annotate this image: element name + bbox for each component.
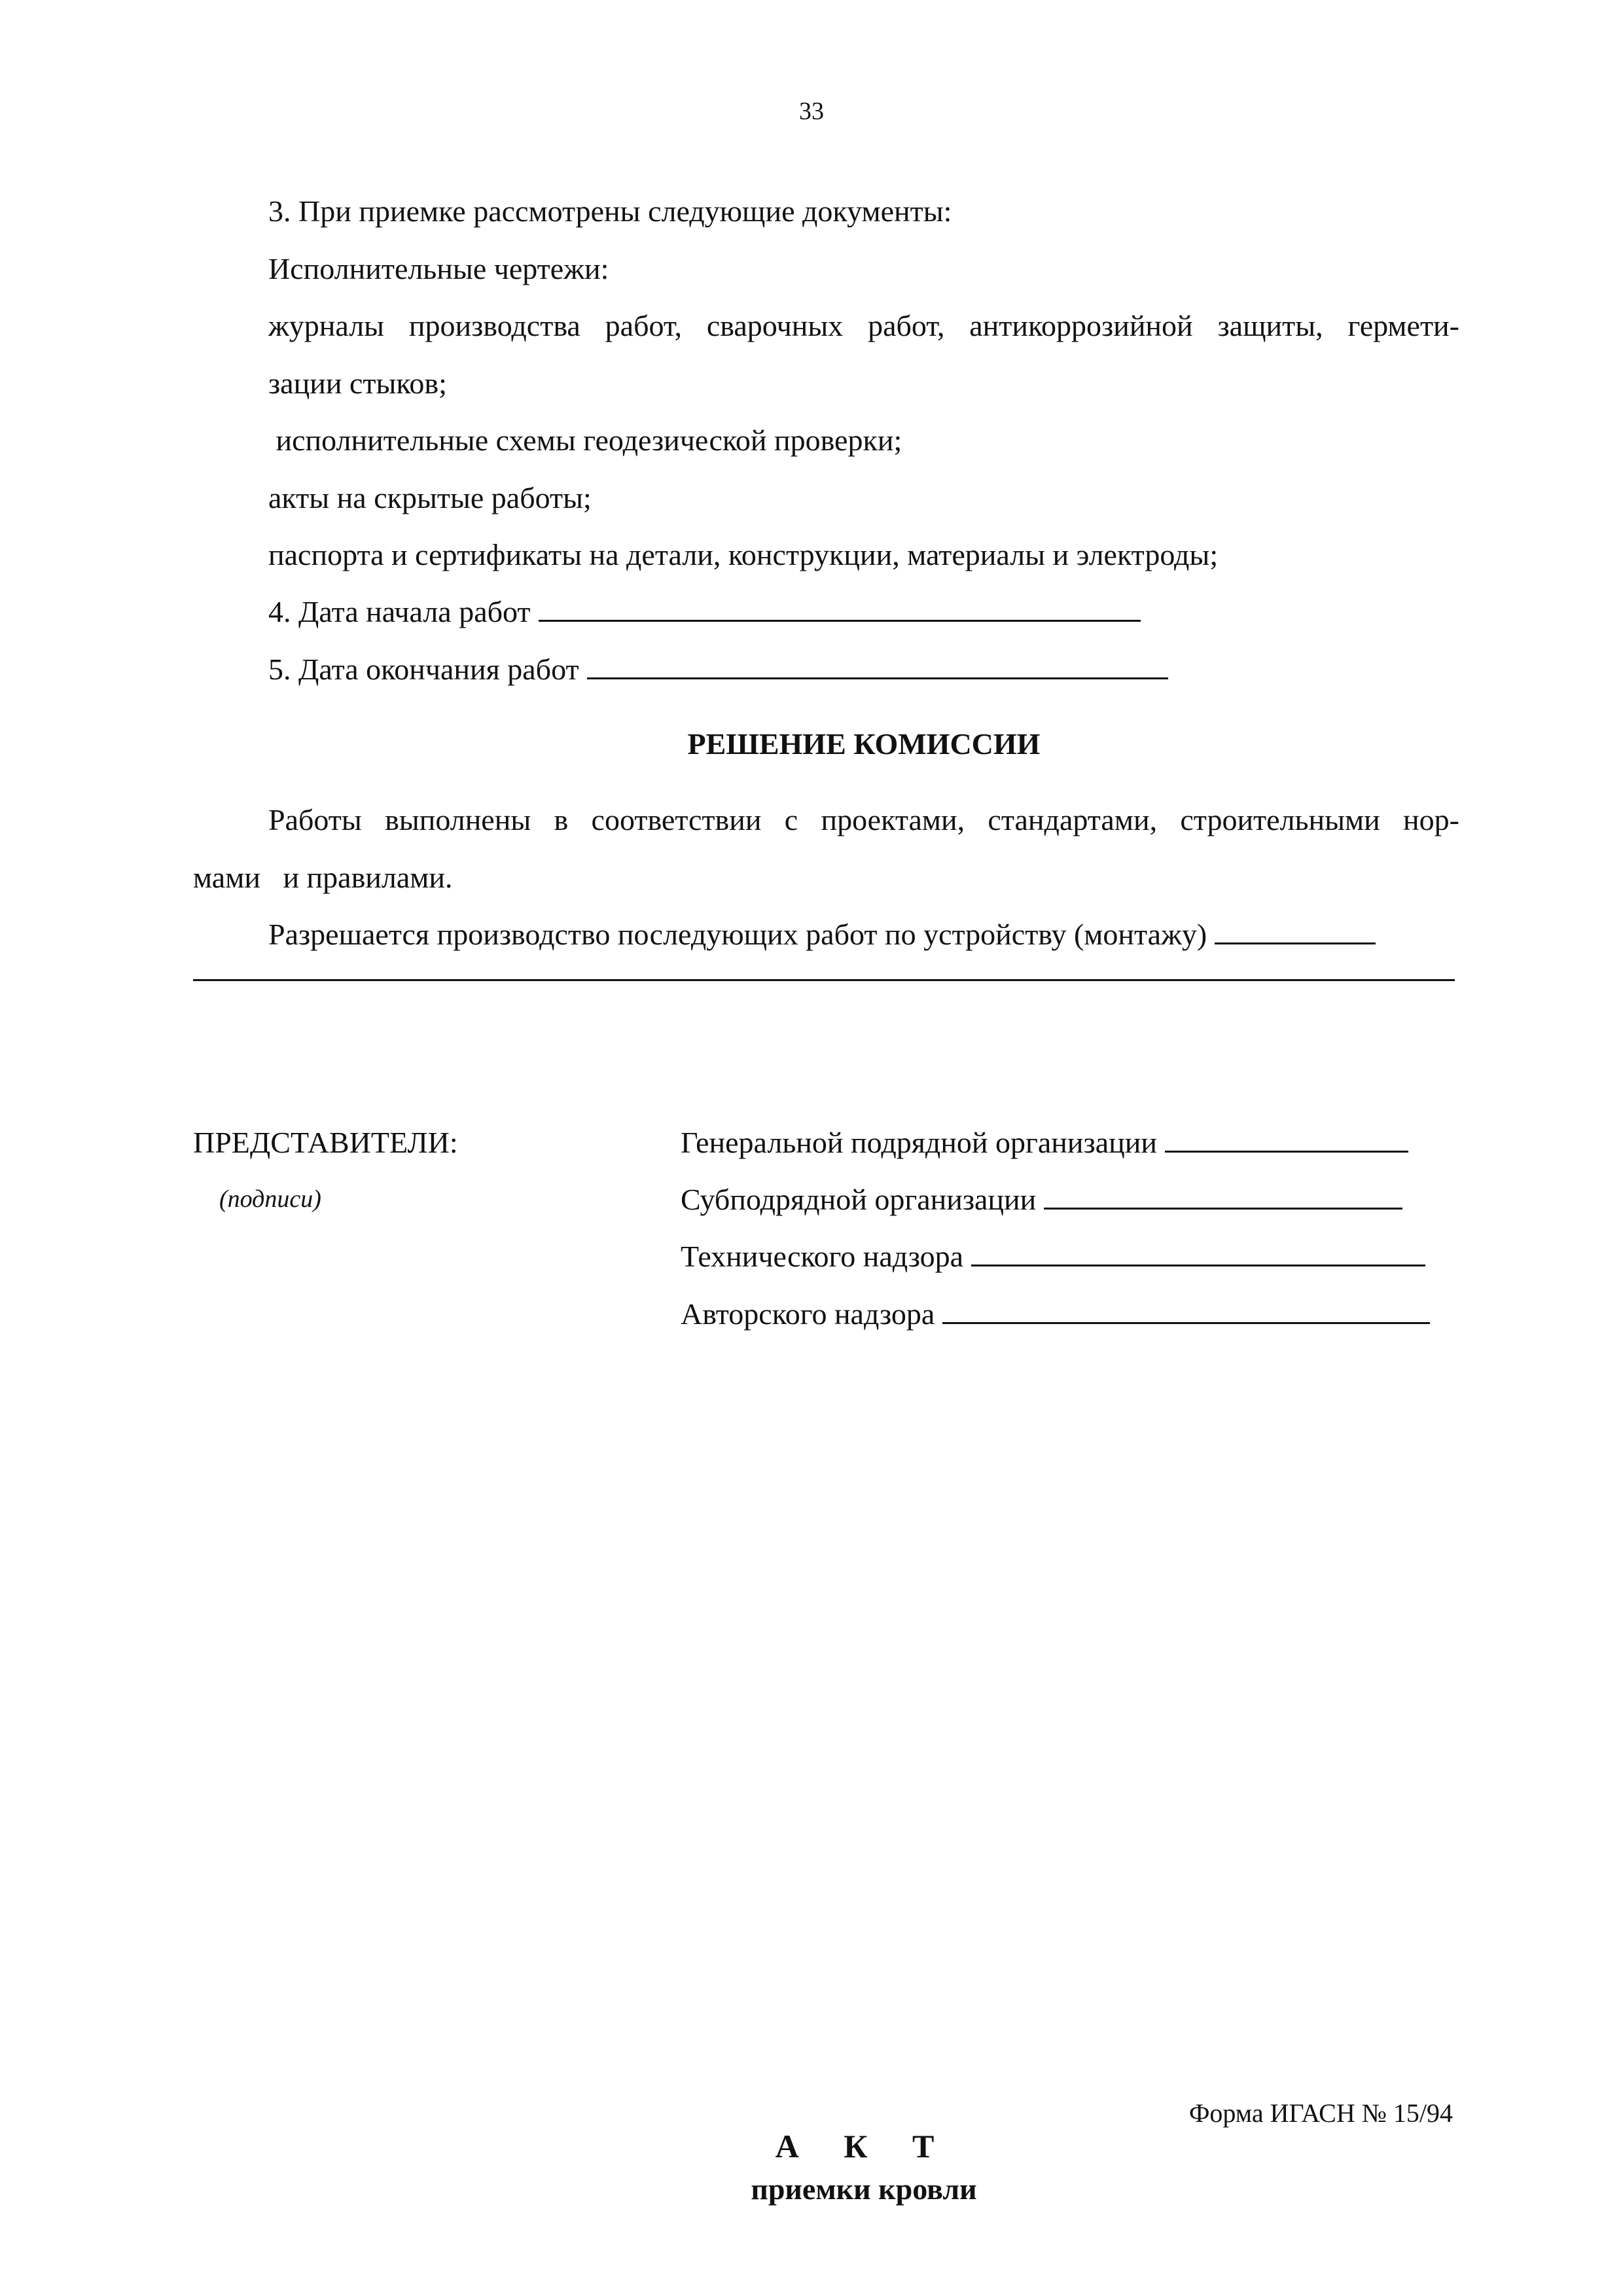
decision-text-line1: Работы выполнены в соответствии с проектами, стандартами, строительными нор- — [268, 803, 1459, 836]
act-subtitle: приемки кровли — [751, 2172, 977, 2206]
rep-subcontractor-signature[interactable] — [1044, 1181, 1402, 1210]
date-end-field[interactable] — [587, 651, 1168, 679]
rep-author-supervision-label: Авторского надзора — [681, 1297, 935, 1331]
date-start-row — [268, 594, 1141, 630]
decision-heading: РЕШЕНИЕ КОМИССИИ — [687, 727, 1041, 761]
rep-general-contractor-label: Генеральной подрядной организации — [681, 1126, 1157, 1159]
permit-field[interactable] — [1215, 916, 1376, 944]
document-item: Исполнительные чертежи: — [268, 252, 609, 285]
rep-author-supervision-row — [681, 1296, 1430, 1332]
rep-general-contractor-row — [681, 1124, 1408, 1160]
representatives-label: ПРЕДСТАВИТЕЛИ: — [193, 1126, 458, 1159]
rep-subcontractor-row — [681, 1181, 1402, 1217]
rep-technical-supervision-label: Технического надзора — [681, 1240, 964, 1273]
date-end-row — [268, 651, 1168, 687]
rep-technical-supervision-row — [681, 1238, 1425, 1274]
permit-row — [268, 916, 1376, 952]
document-item: паспорта и сертификаты на детали, конструкции, материалы и электроды; — [268, 538, 1219, 571]
rep-author-supervision-signature[interactable] — [942, 1296, 1430, 1324]
document-item: журналы производства работ, сварочных работ, антикоррозийной защиты, гермети- — [268, 309, 1459, 342]
decision-text-line2: мами и правилами. — [193, 861, 453, 894]
act-title: А К Т — [775, 2128, 953, 2164]
document-item: зации стыков; — [268, 367, 447, 400]
signatures-caption: (подписи) — [219, 1185, 321, 1213]
rep-general-contractor-signature[interactable] — [1165, 1124, 1408, 1153]
document-item: акты на скрытые работы; — [268, 481, 592, 514]
permit-label: Разрешается производство последующих работ по устройству (монтажу) — [268, 918, 1207, 951]
page-number: 33 — [799, 98, 824, 125]
document-item: исполнительные схемы геодезической проверки; — [268, 423, 902, 457]
date-start-label: 4. Дата начала работ — [268, 595, 531, 628]
date-start-field[interactable] — [539, 594, 1141, 622]
rep-technical-supervision-signature[interactable] — [971, 1238, 1425, 1266]
permit-field-continuation[interactable] — [193, 979, 1455, 981]
form-number: Форма ИГАСН № 15/94 — [1188, 2098, 1453, 2128]
documents-intro: 3. При приемке рассмотрены следующие документы: — [268, 194, 952, 228]
date-end-label: 5. Дата окончания работ — [268, 653, 579, 686]
rep-subcontractor-label: Субподрядной организации — [681, 1183, 1037, 1216]
